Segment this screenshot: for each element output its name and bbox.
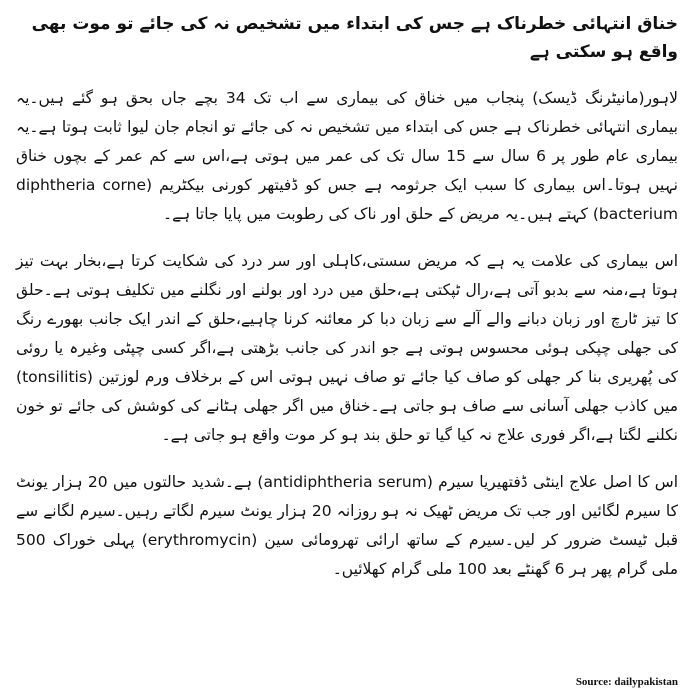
source-credit: Source: dailypakistan bbox=[575, 676, 678, 688]
article-paragraph-3: اس کا اصل علاج اینٹی ڈفتھیریا سیرم (antidiphtheria serum) ہے۔شدید حالتوں میں 20 ہزار یونٹ کا سیرم لگائیں اور جب تک مریض ٹھیک نہ ہو روزانہ 20 ہزار یونٹ سیرم لگاتے رہیں۔سیرم لگانے سے قبل ٹیسٹ ضرور کر لیں۔سیرم کے ساتھ ارائی تھرومائی سین (erythromycin) پہلی خوراک 500 ملی گرام پھر ہر 6 گھنٹے بعد 100 ملی گرام کھلائیں۔ bbox=[16, 473, 679, 578]
article-paragraph-1: لاہور(مانیٹرنگ ڈیسک) پنجاب میں خناق کی بیماری سے اب تک 34 بچے جاں بحق ہو گئے ہیں۔یہ بیماری انتہائی خطرناک ہے جس کی ابتداء میں تشخیص نہ کی جائے تو انجام جان لیوا ثابت ہوتا ہے۔یہ بیماری عام طور پر 6 سال سے 15 سال تک کی عمر میں ہوتی ہے،اس سے کم عمر کے بچوں خناق نہیں ہوتا۔اس بیماری کا سبب ایک جرثومہ ہے جس کو ڈفیتھر کورنی بیکٹریم (diphtheria corne bacterium) کہتے ہیں۔یہ مریض کے حلق اور ناک کی رطوبت میں پایا جاتا ہے۔ bbox=[16, 89, 678, 223]
article-title: خناق انتہائی خطرناک ہے جس کی ابتداء میں تشخیص نہ کی جائے تو موت بھی واقع ہو سکتی ہے bbox=[31, 14, 678, 62]
article-paragraph-2: اس بیماری کی علامت یہ ہے کہ مریض سستی،کاہلی اور سر درد کی شکایت کرتا ہے،بخار بہت تیز ہوتا ہے،منہ سے بدبو آتی ہے،رال ٹپکتی ہے،حلق میں درد اور بولنے اور نگلنے میں تکلیف ہوتی ہے۔حلق کا تیز ٹارچ اور زبان دبانے والے آلے سے زبان دبا کر معائنہ کرنا چاہیے،حلق کے اندر ایک جانب بھورے رنگ کی جھلی چپکی ہوئی محسوس ہوتی ہے جو اندر کی جانب بڑھتی ہے،اگر کسی چپٹی وغیرہ یا روئی کی پُھریری بنا کر جھلی کو صاف کیا جائے تو صاف نہیں ہوتی اس کے برخلاف ورم لوزتین (tonsilitis) میں کاذب جھلی آسانی سے صاف ہو جاتی ہے۔خناق میں اگر جھلی ہٹانے کی کوشش کی جائے تو خون نکلنے لگتا ہے،اگر فوری علاج نہ کیا گیا تو حلق بند ہو کر موت واقع ہو جاتی ہے۔ bbox=[16, 252, 678, 444]
